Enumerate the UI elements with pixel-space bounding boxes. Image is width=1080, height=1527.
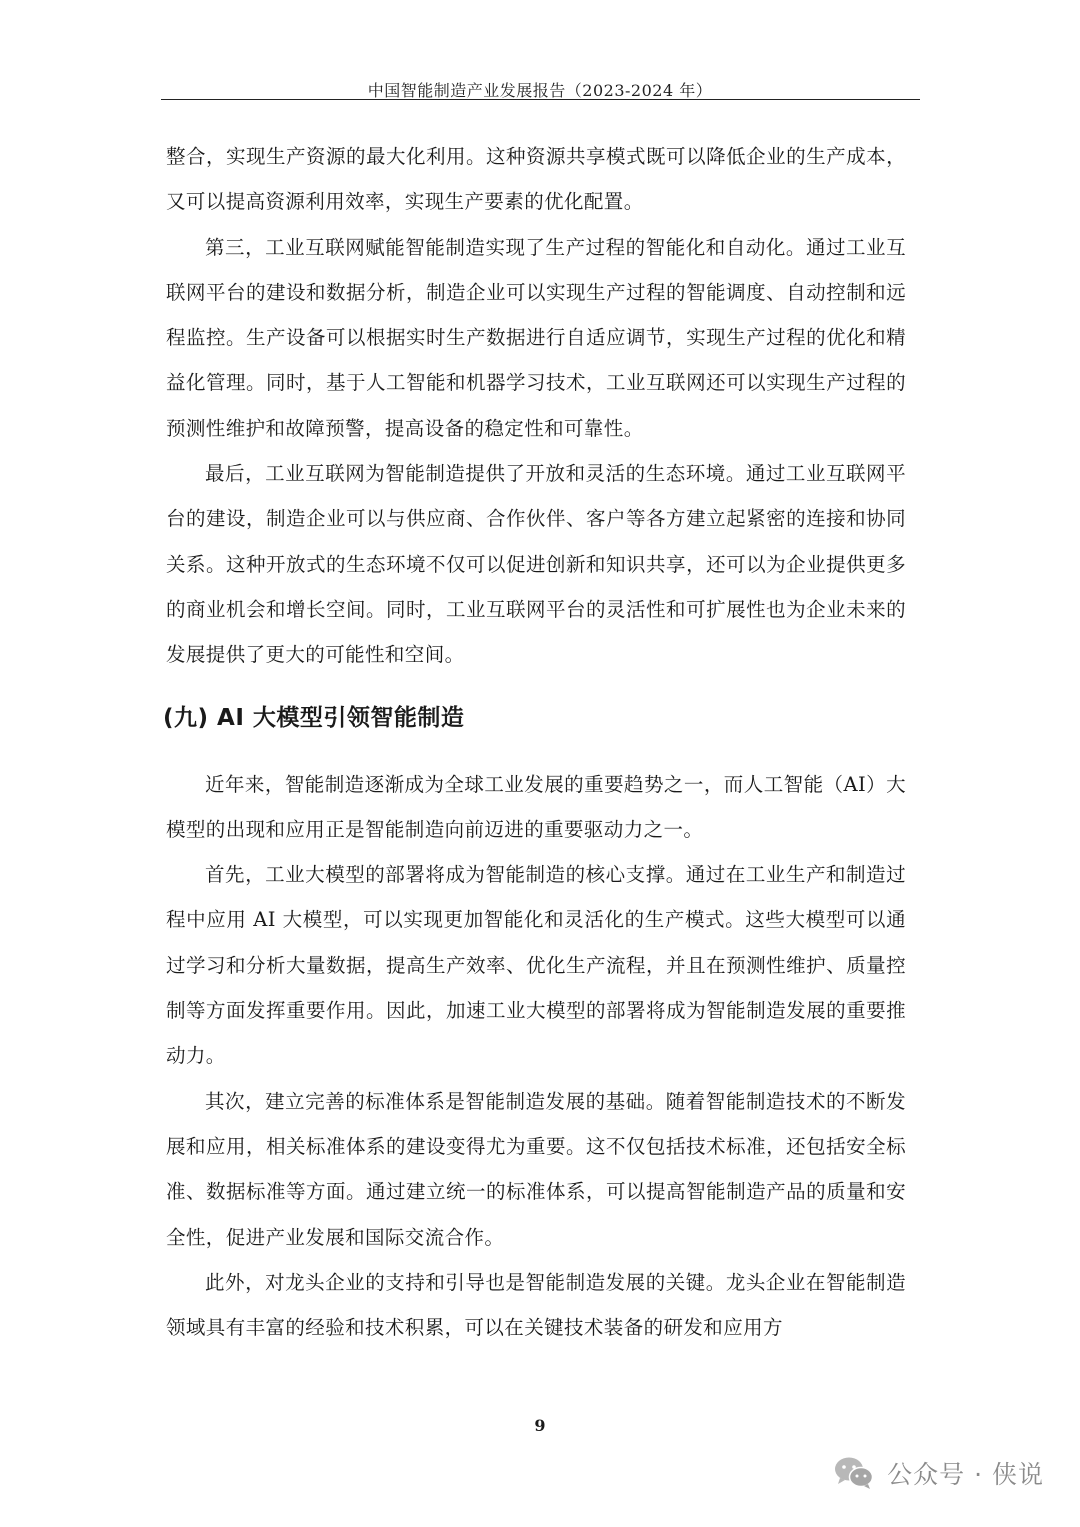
paragraph-finally: 最后，工业互联网为智能制造提供了开放和灵活的生态环境。通过工业互联网平台的建设，制造企业可以与供应商、合作伙伴、客户等各方建立起紧密的连接和协同关系。这种开放式的生态环境不仅可以促进创新和知识共享，还可以为企业提供更多的商业机会和增长空间。同时，工业互联网平台的灵活性和可扩展性也为企业未来的发展提供了更大的可能性和空间。 xyxy=(166,462,906,667)
watermark-text: 公众号 · 侠说 xyxy=(887,1460,1044,1489)
page-number: 9 xyxy=(534,1416,546,1435)
paragraph-third: 第三，工业互联网赋能智能制造实现了生产过程的智能化和自动化。通过工业互联网平台的建设和数据分析，制造企业可以实现生产过程的智能调度、自动控制和远程监控。生产设备可以根据实时生产数据进行自适应调节，实现生产过程的优化和精益化管理。同时，基于人工智能和机器学习技术，工业互联网还可以实现生产过程的预测性维护和故障预警，提高设备的稳定性和可靠性。 xyxy=(166,235,906,440)
header-rule xyxy=(161,99,920,100)
paragraph-second: 其次，建立完善的标准体系是智能制造发展的基础。随着智能制造技术的不断发展和应用，相关标准体系的建设变得尤为重要。这不仅包括技术标准，还包括安全标准、数据标准等方面。通过建立统一的标准体系，可以提高智能制造产品的质量和安全性，促进产业发展和国际交流合作。 xyxy=(166,1089,906,1249)
paragraph-additionally: 此外，对龙头企业的支持和引导也是智能制造发展的关键。龙头企业在智能制造领域具有丰富的经验和技术积累，可以在关键技术装备的研发和应用方 xyxy=(166,1270,906,1340)
paragraph-intro: 近年来，智能制造逐渐成为全球工业发展的重要趋势之一，而人工智能（AI）大模型的出现和应用正是智能制造向前迈进的重要驱动力之一。 xyxy=(166,772,906,841)
paragraph-first: 首先，工业大模型的部署将成为智能制造的核心支撑。通过在工业生产和制造过程中应用 AI 大模型，可以实现更加智能化和灵活化的生产模式。这些大模型可以通过学习和分析大量数据，提高生产效率、优化生产流程，并且在预测性维护、质量控制等方面发挥重要作用。因此，加速工业大模型的部署将成为智能制造发展的重要推动力。 xyxy=(166,863,906,1068)
running-header: 中国智能制造产业发展报告（2023-2024 年） xyxy=(367,81,713,100)
page-body xyxy=(163,134,906,1350)
paragraph-continuation: 整合，实现生产资源的最大化利用。这种资源共享模式既可以降低企业的生产成本，又可以提高资源利用效率，实现生产要素的优化配置。 xyxy=(166,145,906,214)
wechat-icon xyxy=(833,1455,875,1491)
section-heading: (九) AI 大模型引领智能制造 xyxy=(163,704,465,731)
watermark xyxy=(833,1455,1044,1491)
